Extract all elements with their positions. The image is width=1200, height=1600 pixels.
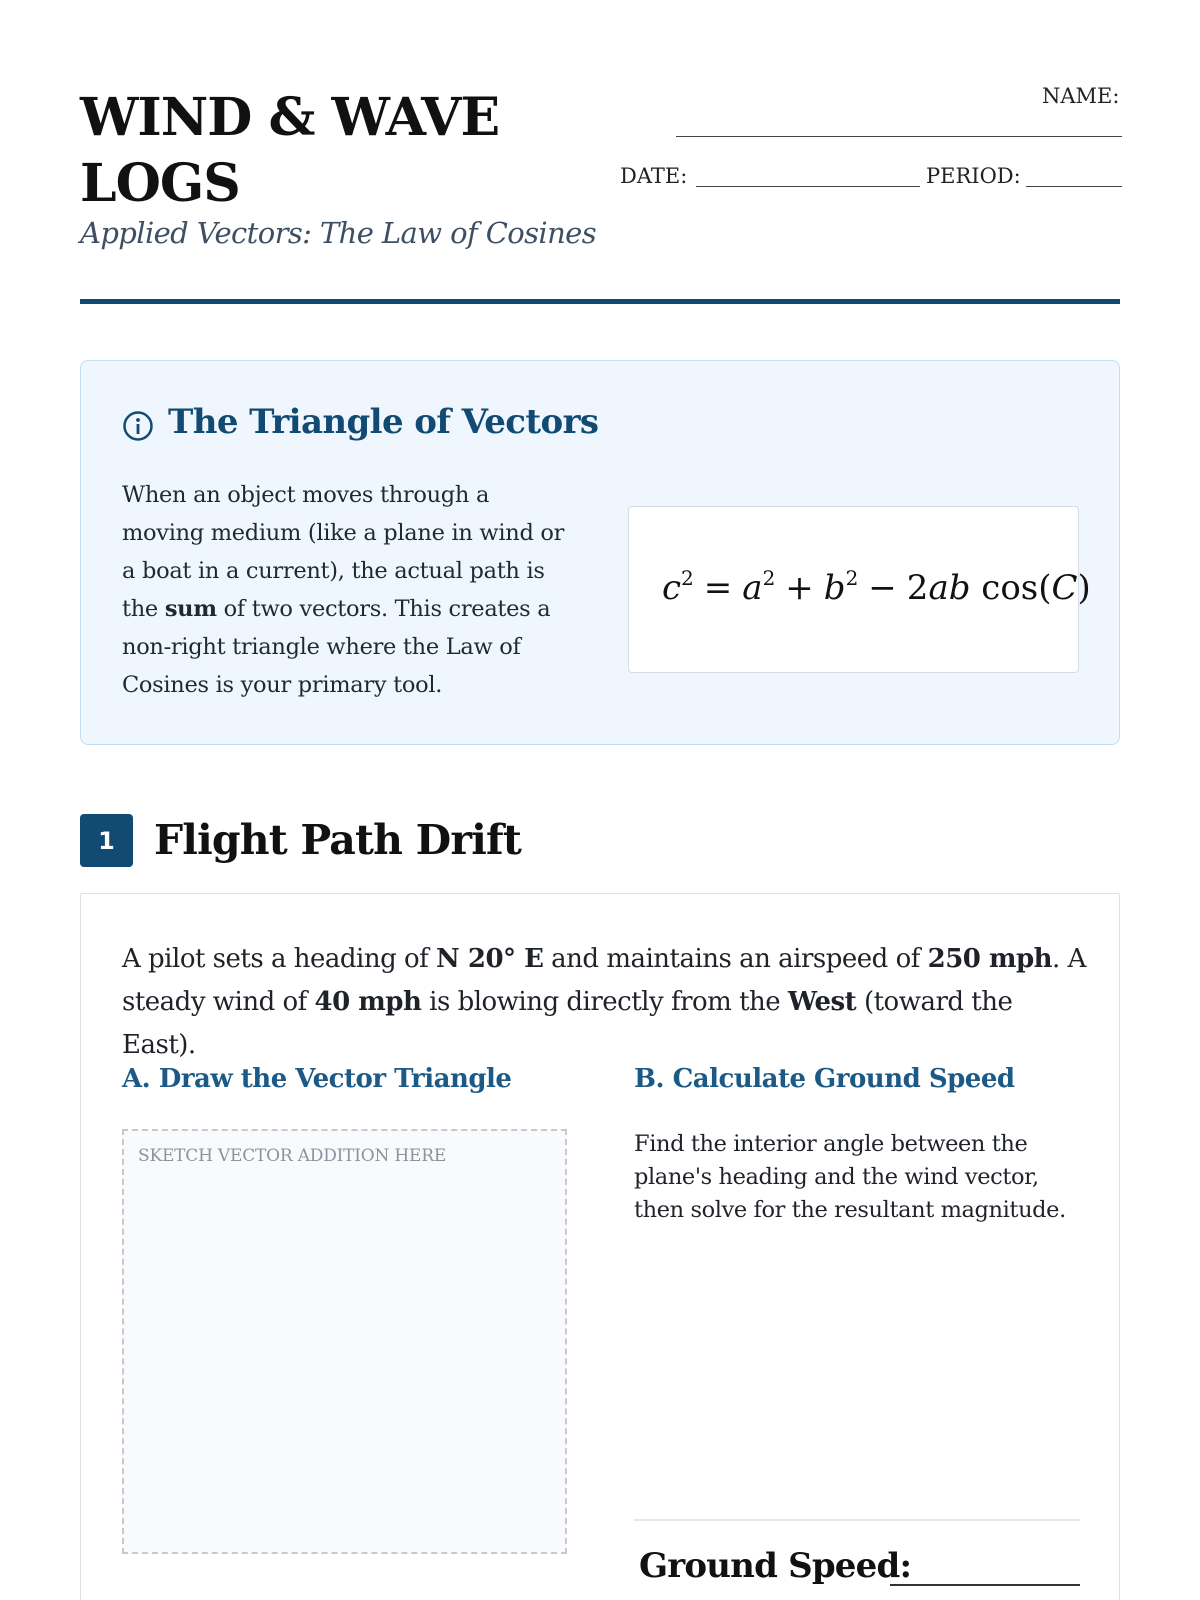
period-label: PERIOD:: [926, 164, 1021, 188]
problem-statement: A pilot sets a heading of N 20° E and maintains an airspeed of 250 mph. A steady wind of 40 mph is blowing directly from the West (toward the East).: [122, 944, 1086, 1060]
sketch-area-label: SKETCH VECTOR ADDITION HERE: [138, 1146, 447, 1166]
part-a-heading: A. Draw the Vector Triangle: [122, 1064, 512, 1094]
title-line-2: LOGS: [80, 153, 240, 214]
title-line-1: WIND & WAVE: [80, 87, 500, 148]
name-label: NAME:: [1042, 84, 1120, 108]
section-number-badge: 1: [80, 814, 133, 867]
info-title: The Triangle of Vectors: [168, 402, 599, 442]
law-of-cosines-formula: $c^2 = a^2 + b^2 - 2ab$ cos(C): [662, 566, 1091, 608]
work-area-divider: [634, 1519, 1080, 1521]
ground-speed-label: Ground Speed:: [639, 1546, 912, 1586]
part-b-instructions: Find the interior angle between the plane's heading and the wind vector, then solve for the resultant magnitude.: [634, 1131, 1066, 1223]
header-rule: [80, 299, 1120, 304]
part-b-heading: B. Calculate Ground Speed: [634, 1064, 1015, 1094]
info-text-bold: sum: [164, 596, 217, 622]
info-circle-icon: [122, 410, 154, 442]
date-field[interactable]: [696, 186, 920, 187]
info-text: When an object moves through a moving medium (like a plane in wind or a boat in a current), the actual path is the sum of two vectors. This creates a non-right triangle where the Law of Cosines is your primary tool.: [122, 482, 565, 698]
subtitle: Applied Vectors: The Law of Cosines: [80, 216, 597, 250]
period-field[interactable]: [1026, 186, 1122, 187]
section-title: Flight Path Drift: [154, 816, 521, 864]
sketch-area[interactable]: [122, 1129, 567, 1554]
date-label: DATE:: [620, 164, 688, 188]
ground-speed-answer-field[interactable]: [890, 1584, 1080, 1586]
name-field[interactable]: [676, 136, 1122, 137]
